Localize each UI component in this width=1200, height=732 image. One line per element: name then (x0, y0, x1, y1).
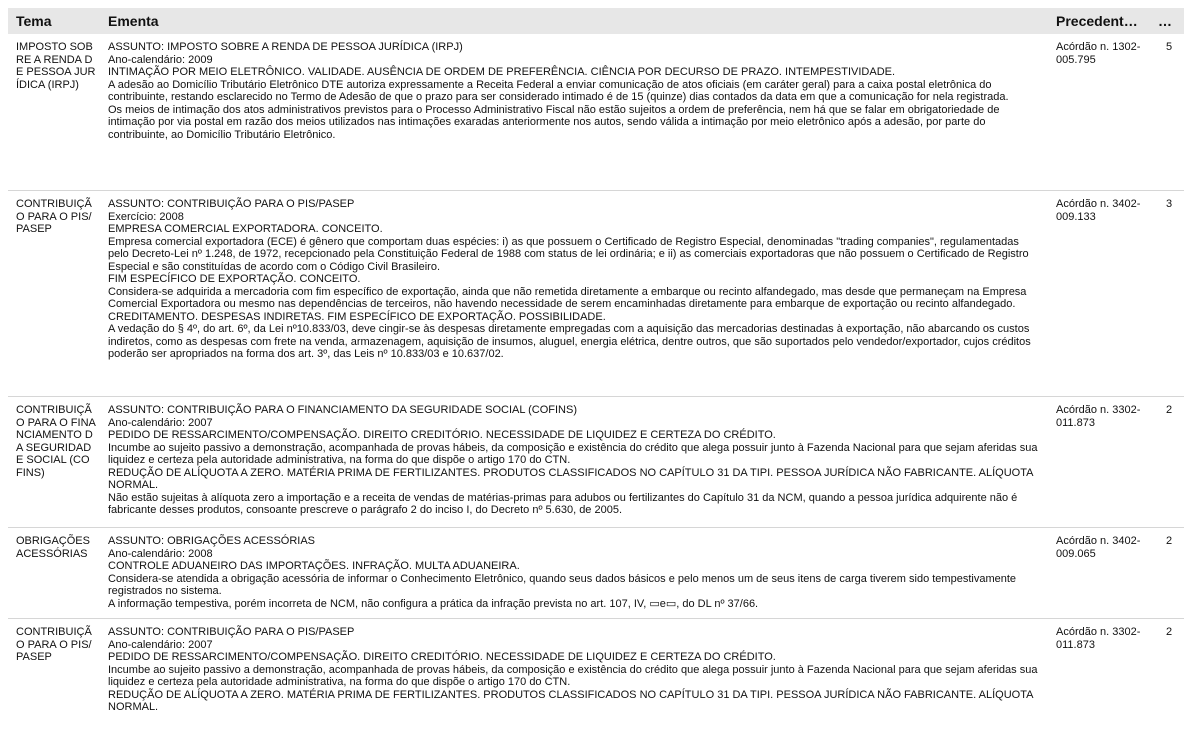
ementa-line: CREDITAMENTO. DESPESAS INDIRETAS. FIM ESPECÍFICO DE EXPORTAÇÃO. POSSIBILIDADE. (108, 310, 606, 323)
ementa-line: Não estão sujeitas à alíquota zero a importação e a receita de vendas de matérias-primas para adubos ou fertilizantes do Capítulo 31 da NCM, quando a pessoa jurídica adquirente não é fabricante desses produtos, consoante prescreve o parágrafo 2 do inciso I, do Decreto nº 5.630, de 2005. (108, 491, 1018, 516)
ementa-line: Exercício: 2008 (108, 210, 184, 223)
ementa-line: A vedação do § 4º, do art. 6º, da Lei nº10.833/03, deve cingir-se às despesas diretamente empregadas com a aquisição das mercadorias destinadas à exportação, não abarcando os custos indiretos, como as despesas com frete na venda, armazenagem, aquisição de insumos, aluguel, energia elétrica, dentre outros, que são suportados pelo vendedor/exportador, cujos créditos poderão ser apropriados na forma dos art. 3º, das Leis nº 10.833/03 e 10.637/02. (108, 323, 1031, 360)
column-header-tema[interactable]: Tema (16, 13, 52, 29)
ementa-line: Incumbe ao sujeito passivo a demonstração, acompanhada de provas hábeis, da composição e existência do crédito que alega possuir junto à Fazenda Nacional para que sejam aferidas sua liquidez e certeza pela autoridade administrativa, na forma do que dispõe o artigo 170 do CTN. (108, 663, 1038, 688)
cell-precedente: Acórdão n. 1302-005.795 (1056, 41, 1141, 66)
ementa-line: PEDIDO DE RESSARCIMENTO/COMPENSAÇÃO. DIREITO CREDITÓRIO. NECESSIDADE DE LIQUIDEZ E CERTEZA DO CRÉDITO. (108, 651, 776, 663)
cell-precedente: Acórdão n. 3302-011.873 (1056, 626, 1141, 651)
table-row[interactable] (8, 619, 1184, 732)
ementa-line: A adesão ao Domicílio Tributário Eletrônico DTE autoriza expressamente a Receita Federal a enviar comunicação de atos oficiais (em caráter geral) para a caixa postal eletrônica do contribuinte, restando esclarecido no Termo de Adesão de que o prazo para ser considerado intimado é de 15 (quinze) dias contados da data em que a comunicação for nela registrada. (108, 78, 1009, 103)
ementa-line: Incumbe ao sujeito passivo a demonstração, acompanhada de provas hábeis, da composição e existência do crédito que alega possuir junto à Fazenda Nacional para que sejam aferidas sua liquidez e certeza pela autoridade administrativa, na forma do que dispõe o artigo 170 do CTN. (108, 441, 1038, 466)
ementa-line: FIM ESPECÍFICO DE EXPORTAÇÃO. CONCEITO. (108, 273, 361, 285)
ementa-line: Os meios de intimação dos atos administrativos previstos para o Processo Administrativo Fiscal não estão sujeitos a ordem de preferência, nem há que se falar em obrigatoriedade de intimação por via postal em razão dos meios utilizados nas intimações exaradas anteriormente nos autos, sendo válida a intimação por meio eletrônico após a adesão, por parte do contribuinte, ao Domicílio Tributário Eletrônico. (108, 103, 1000, 141)
ementa-line: A informação tempestiva, porém incorreta de NCM, não configura a prática da infração prevista no art. 107, IV, ▭e▭, do DL nº 37/66. (108, 597, 759, 610)
cell-ementa (100, 626, 1048, 726)
ementa-line: CONTROLE ADUANEIRO DAS IMPORTAÇÕES. INFRAÇÃO. MULTA ADUANEIRA. (108, 560, 520, 572)
cell-ementa (100, 41, 1048, 184)
ementa-line: Ano-calendário: 2007 (108, 416, 213, 429)
ementa-line: REDUÇÃO DE ALÍQUOTA A ZERO. MATÉRIA PRIMA DE FERTILIZANTES. PRODUTOS CLASSIFICADOS NO CAPÍTULO 31 DA TIPI. PESSOA JURÍDICA NÃO FABRICANTE. ALÍQUOTA NORMAL. (108, 466, 1033, 491)
cell-count: 3 (1166, 198, 1173, 210)
ementa-line: Considera-se atendida a obrigação acessória de informar o Conhecimento Eletrônico, quando seus dados básicos e pelo menos um de seus itens de carga tiverem sido tempestivamente registrados no sistema. (108, 572, 1017, 597)
ementa-line: ASSUNTO: CONTRIBUIÇÃO PARA O PIS/PASEP (108, 198, 355, 210)
ementa-line: ASSUNTO: CONTRIBUIÇÃO PARA O PIS/PASEP (108, 626, 355, 638)
table-row[interactable] (8, 191, 1184, 397)
ementa-line: ASSUNTO: CONTRIBUIÇÃO PARA O FINANCIAMENTO DA SEGURIDADE SOCIAL (COFINS) (108, 404, 577, 416)
cell-precedente: Acórdão n. 3402-009.133 (1056, 198, 1141, 223)
ementa-line: Empresa comercial exportadora (ECE) é gênero que comportam duas espécies: i) as que possuem o Certificado de Registro Especial, denominadas "trading companies", regulamentadas pelo Decreto-Lei nº 1.248, de 1972, recepcionado pela Constituição Federal de 1988 com status de lei ordinária; e ii) as comerciais exportadoras que não possuem o Certificado de Registro Especial e são constituídas de acordo com o Código Civil Brasileiro. (108, 235, 1029, 273)
cell-tema: OBRIGAÇÕES ACESSÓRIAS (16, 535, 90, 560)
table-row[interactable] (8, 34, 1184, 191)
column-header-ementa[interactable]: Ementa (108, 13, 159, 29)
ementa-line: Ano-calendário: 2009 (108, 53, 213, 66)
cell-precedente: Acórdão n. 3402-009.065 (1056, 535, 1141, 560)
table-row[interactable] (8, 397, 1184, 528)
ementa-line: ASSUNTO: OBRIGAÇÕES ACESSÓRIAS (108, 535, 316, 547)
cell-count: 2 (1166, 626, 1173, 638)
cell-precedente: Acórdão n. 3302-011.873 (1056, 404, 1141, 429)
cell-count: 2 (1166, 404, 1173, 416)
cell-ementa (100, 198, 1048, 390)
cell-tema: IMPOSTO SOBRE A RENDA DE PESSOA JURÍDICA (IRPJ) (16, 41, 96, 91)
cell-tema: CONTRIBUIÇÃO PARA O PIS/PASEP (16, 626, 92, 663)
cell-ementa (100, 404, 1048, 521)
ementa-line: PEDIDO DE RESSARCIMENTO/COMPENSAÇÃO. DIREITO CREDITÓRIO. NECESSIDADE DE LIQUIDEZ E CERTEZA DO CRÉDITO. (108, 429, 776, 441)
results-table (8, 8, 1184, 732)
table-row[interactable] (8, 528, 1184, 619)
ementa-line: Considera-se adquirida a mercadoria com fim específico de exportação, ainda que não remetida diretamente a embarque ou recinto alfandegado, mas desde que permaneçam na Empresa Comercial Exportadora ou mesmo nas dependências de terceiros, não havendo necessidade de serem encaminhadas diretamente para embarque de exportação ou recinto alfandegado. (108, 285, 1027, 310)
ementa-line: ASSUNTO: IMPOSTO SOBRE A RENDA DE PESSOA JURÍDICA (IRPJ) (108, 41, 463, 53)
cell-ementa (100, 535, 1048, 612)
ementa-line: EMPRESA COMERCIAL EXPORTADORA. CONCEITO. (108, 223, 383, 235)
cell-tema: CONTRIBUIÇÃO PARA O FINANCIAMENTO DA SEGURIDADE SOCIAL (COFINS) (16, 404, 96, 479)
cell-count: 5 (1166, 41, 1173, 53)
cell-count: 2 (1166, 535, 1173, 547)
ementa-line: REDUÇÃO DE ALÍQUOTA A ZERO. MATÉRIA PRIMA DE FERTILIZANTES. PRODUTOS CLASSIFICADOS NO CAPÍTULO 31 DA TIPI. PESSOA JURÍDICA NÃO FABRICANTE. ALÍQUOTA NORMAL. (108, 688, 1033, 713)
ementa-line: Ano-calendário: 2007 (108, 638, 213, 651)
column-header-precedente[interactable]: Precedent… (1056, 13, 1138, 29)
ementa-line: INTIMAÇÃO POR MEIO ELETRÔNICO. VALIDADE. AUSÊNCIA DE ORDEM DE PREFERÊNCIA. CIÊNCIA POR DECURSO DE PRAZO. INTEMPESTIVIDADE. (108, 66, 896, 78)
cell-tema: CONTRIBUIÇÃO PARA O PIS/PASEP (16, 198, 92, 235)
table-header (8, 8, 1184, 34)
ementa-line: Ano-calendário: 2008 (108, 547, 213, 560)
column-header-more[interactable]: … (1158, 13, 1172, 29)
